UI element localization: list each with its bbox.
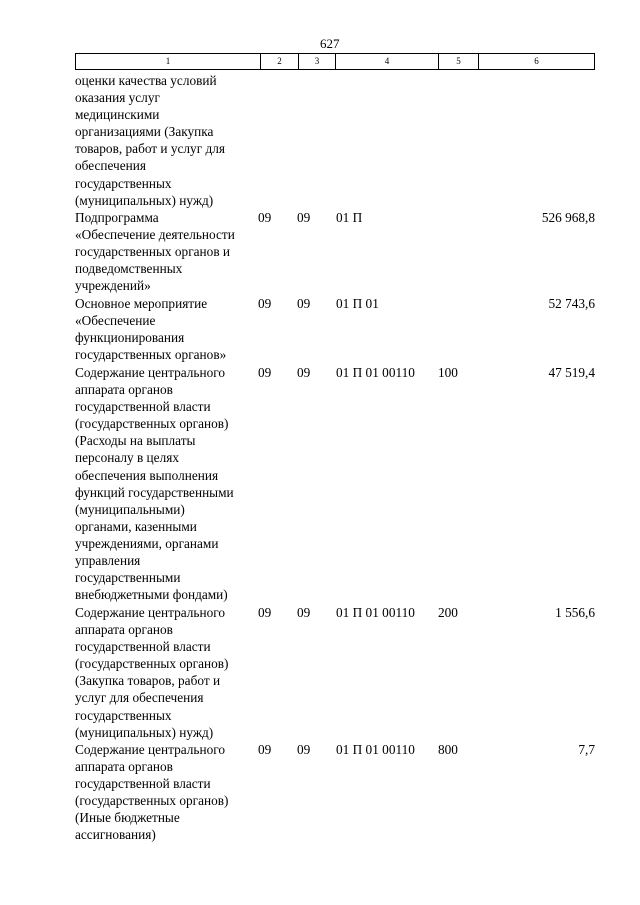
row-amount: 7,7: [578, 742, 595, 757]
row-subsection-code: 09: [297, 210, 311, 225]
row-subsection-code: 09: [297, 296, 311, 311]
row-expense-type: 100: [438, 365, 458, 380]
row-section-code: 09: [258, 605, 272, 620]
row-subsection-code: 09: [297, 605, 311, 620]
row-name: Содержание центрального аппарата органов государственной власти (государственных органов) (Расходы на выплаты персоналу в целях обеспечения выполнения функций государственными (муниципальными) органами, казенными учреждениями, органами управления государственными внебюджетными фондами): [75, 365, 234, 603]
row-section-code: 09: [258, 296, 272, 311]
header-cell-5: 5: [438, 54, 478, 69]
row-expense-type: 800: [438, 742, 458, 757]
row-section-code: 09: [258, 210, 272, 225]
row-section-code: 09: [258, 742, 272, 757]
row-subsection-code: 09: [297, 742, 311, 757]
header-cell-6: 6: [478, 54, 594, 69]
row-amount: 52 743,6: [548, 296, 595, 311]
row-amount: 47 519,4: [548, 365, 595, 380]
row-target-code: 01 П 01 00110: [336, 742, 415, 757]
row-name: Подпрограмма «Обеспечение деятельности государственных органов и подведомственных учреждений»: [75, 210, 235, 294]
row-target-code: 01 П 01: [336, 296, 379, 311]
row-expense-type: 200: [438, 605, 458, 620]
header-cell-1: 1: [165, 56, 171, 66]
row-target-code: 01 П: [336, 210, 363, 225]
row-name: Содержание центрального аппарата органов государственной власти (государственных органов) (Иные бюджетные ассигнования): [75, 742, 229, 843]
row-amount: 1 556,6: [555, 605, 595, 620]
table-header-row: [75, 53, 595, 70]
header-cell-2: 2: [260, 54, 298, 69]
row-target-code: 01 П 01 00110: [336, 365, 415, 380]
row-name: оценки качества условий оказания услуг медицинскими организациями (Закупка товаров, работ и услуг для обеспечения государственных (муниципальных) нужд): [75, 73, 226, 208]
header-cell-3: 3: [298, 54, 335, 69]
page-number: 627: [320, 36, 340, 51]
row-name: Содержание центрального аппарата органов государственной власти (государственных органов) (Закупка товаров, работ и услуг для обеспечения государственных (муниципальных) нужд): [75, 605, 229, 740]
header-cell-4: 4: [335, 54, 438, 69]
row-subsection-code: 09: [297, 365, 311, 380]
row-name: Основное мероприятие «Обеспечение функционирования государственных органов»: [75, 296, 227, 363]
row-target-code: 01 П 01 00110: [336, 605, 415, 620]
row-amount: 526 968,8: [541, 210, 595, 225]
row-section-code: 09: [258, 365, 272, 380]
